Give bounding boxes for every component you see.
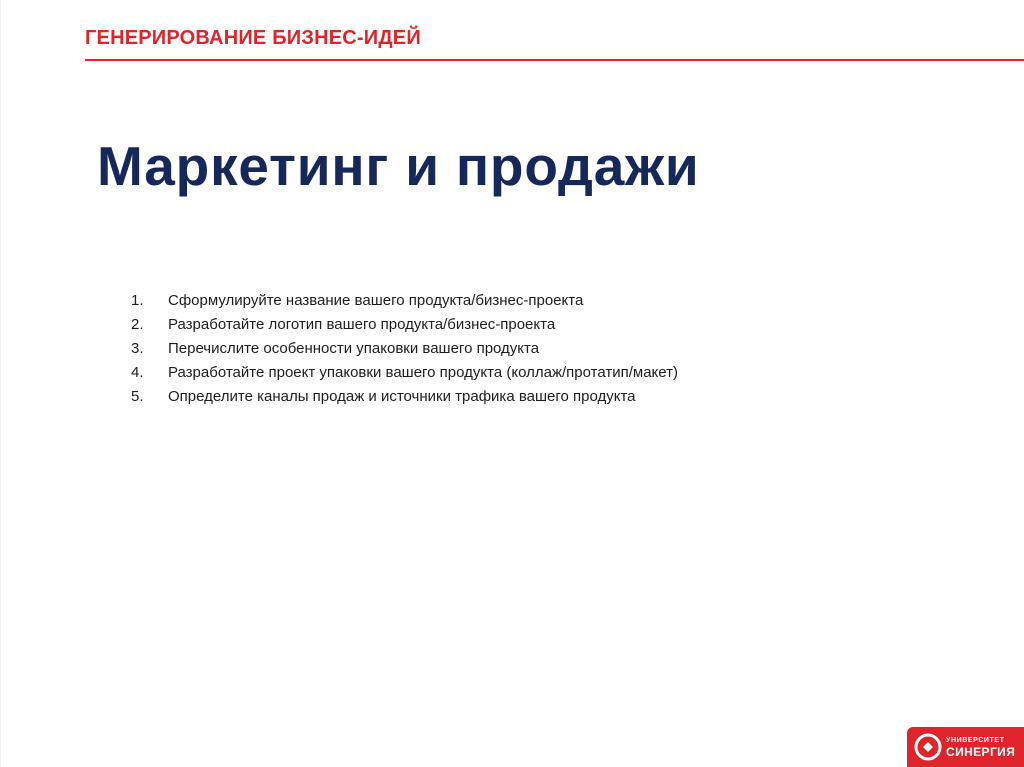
task-item	[131, 337, 678, 361]
task-text: Разработайте проект упаковки вашего продукта (коллаж/протатип/макет)	[168, 364, 678, 381]
synergy-logo	[907, 727, 1024, 767]
task-list	[131, 289, 678, 409]
task-item	[131, 313, 678, 337]
logo-line-university: УНИВЕРСИТЕТ	[946, 736, 1005, 744]
task-item	[131, 361, 678, 385]
task-number: 1.	[131, 292, 144, 309]
header-title: ГЕНЕРИРОВАНИЕ БИЗНЕС-ИДЕЙ	[85, 27, 421, 49]
header-divider	[85, 59, 1024, 61]
logo-line-synergy: СИНЕРГИЯ	[946, 744, 1016, 759]
task-number: 3.	[131, 340, 144, 357]
task-number: 2.	[131, 316, 144, 333]
task-text: Сформулируйте название вашего продукта/бизнес-проекта	[168, 292, 584, 309]
task-number: 4.	[131, 364, 144, 381]
task-item	[131, 289, 678, 313]
task-text: Разработайте логотип вашего продукта/бизнес-проекта	[168, 316, 556, 333]
task-text: Определите каналы продаж и источники трафика вашего продукта	[168, 388, 636, 405]
task-item	[131, 385, 678, 409]
logo-wordmark	[946, 737, 1015, 758]
page-title: Маркетинг и продажи	[97, 135, 700, 197]
task-number: 5.	[131, 388, 144, 405]
task-text: Перечислите особенности упаковки вашего продукта	[168, 340, 540, 357]
synergy-logo-icon	[913, 732, 943, 762]
